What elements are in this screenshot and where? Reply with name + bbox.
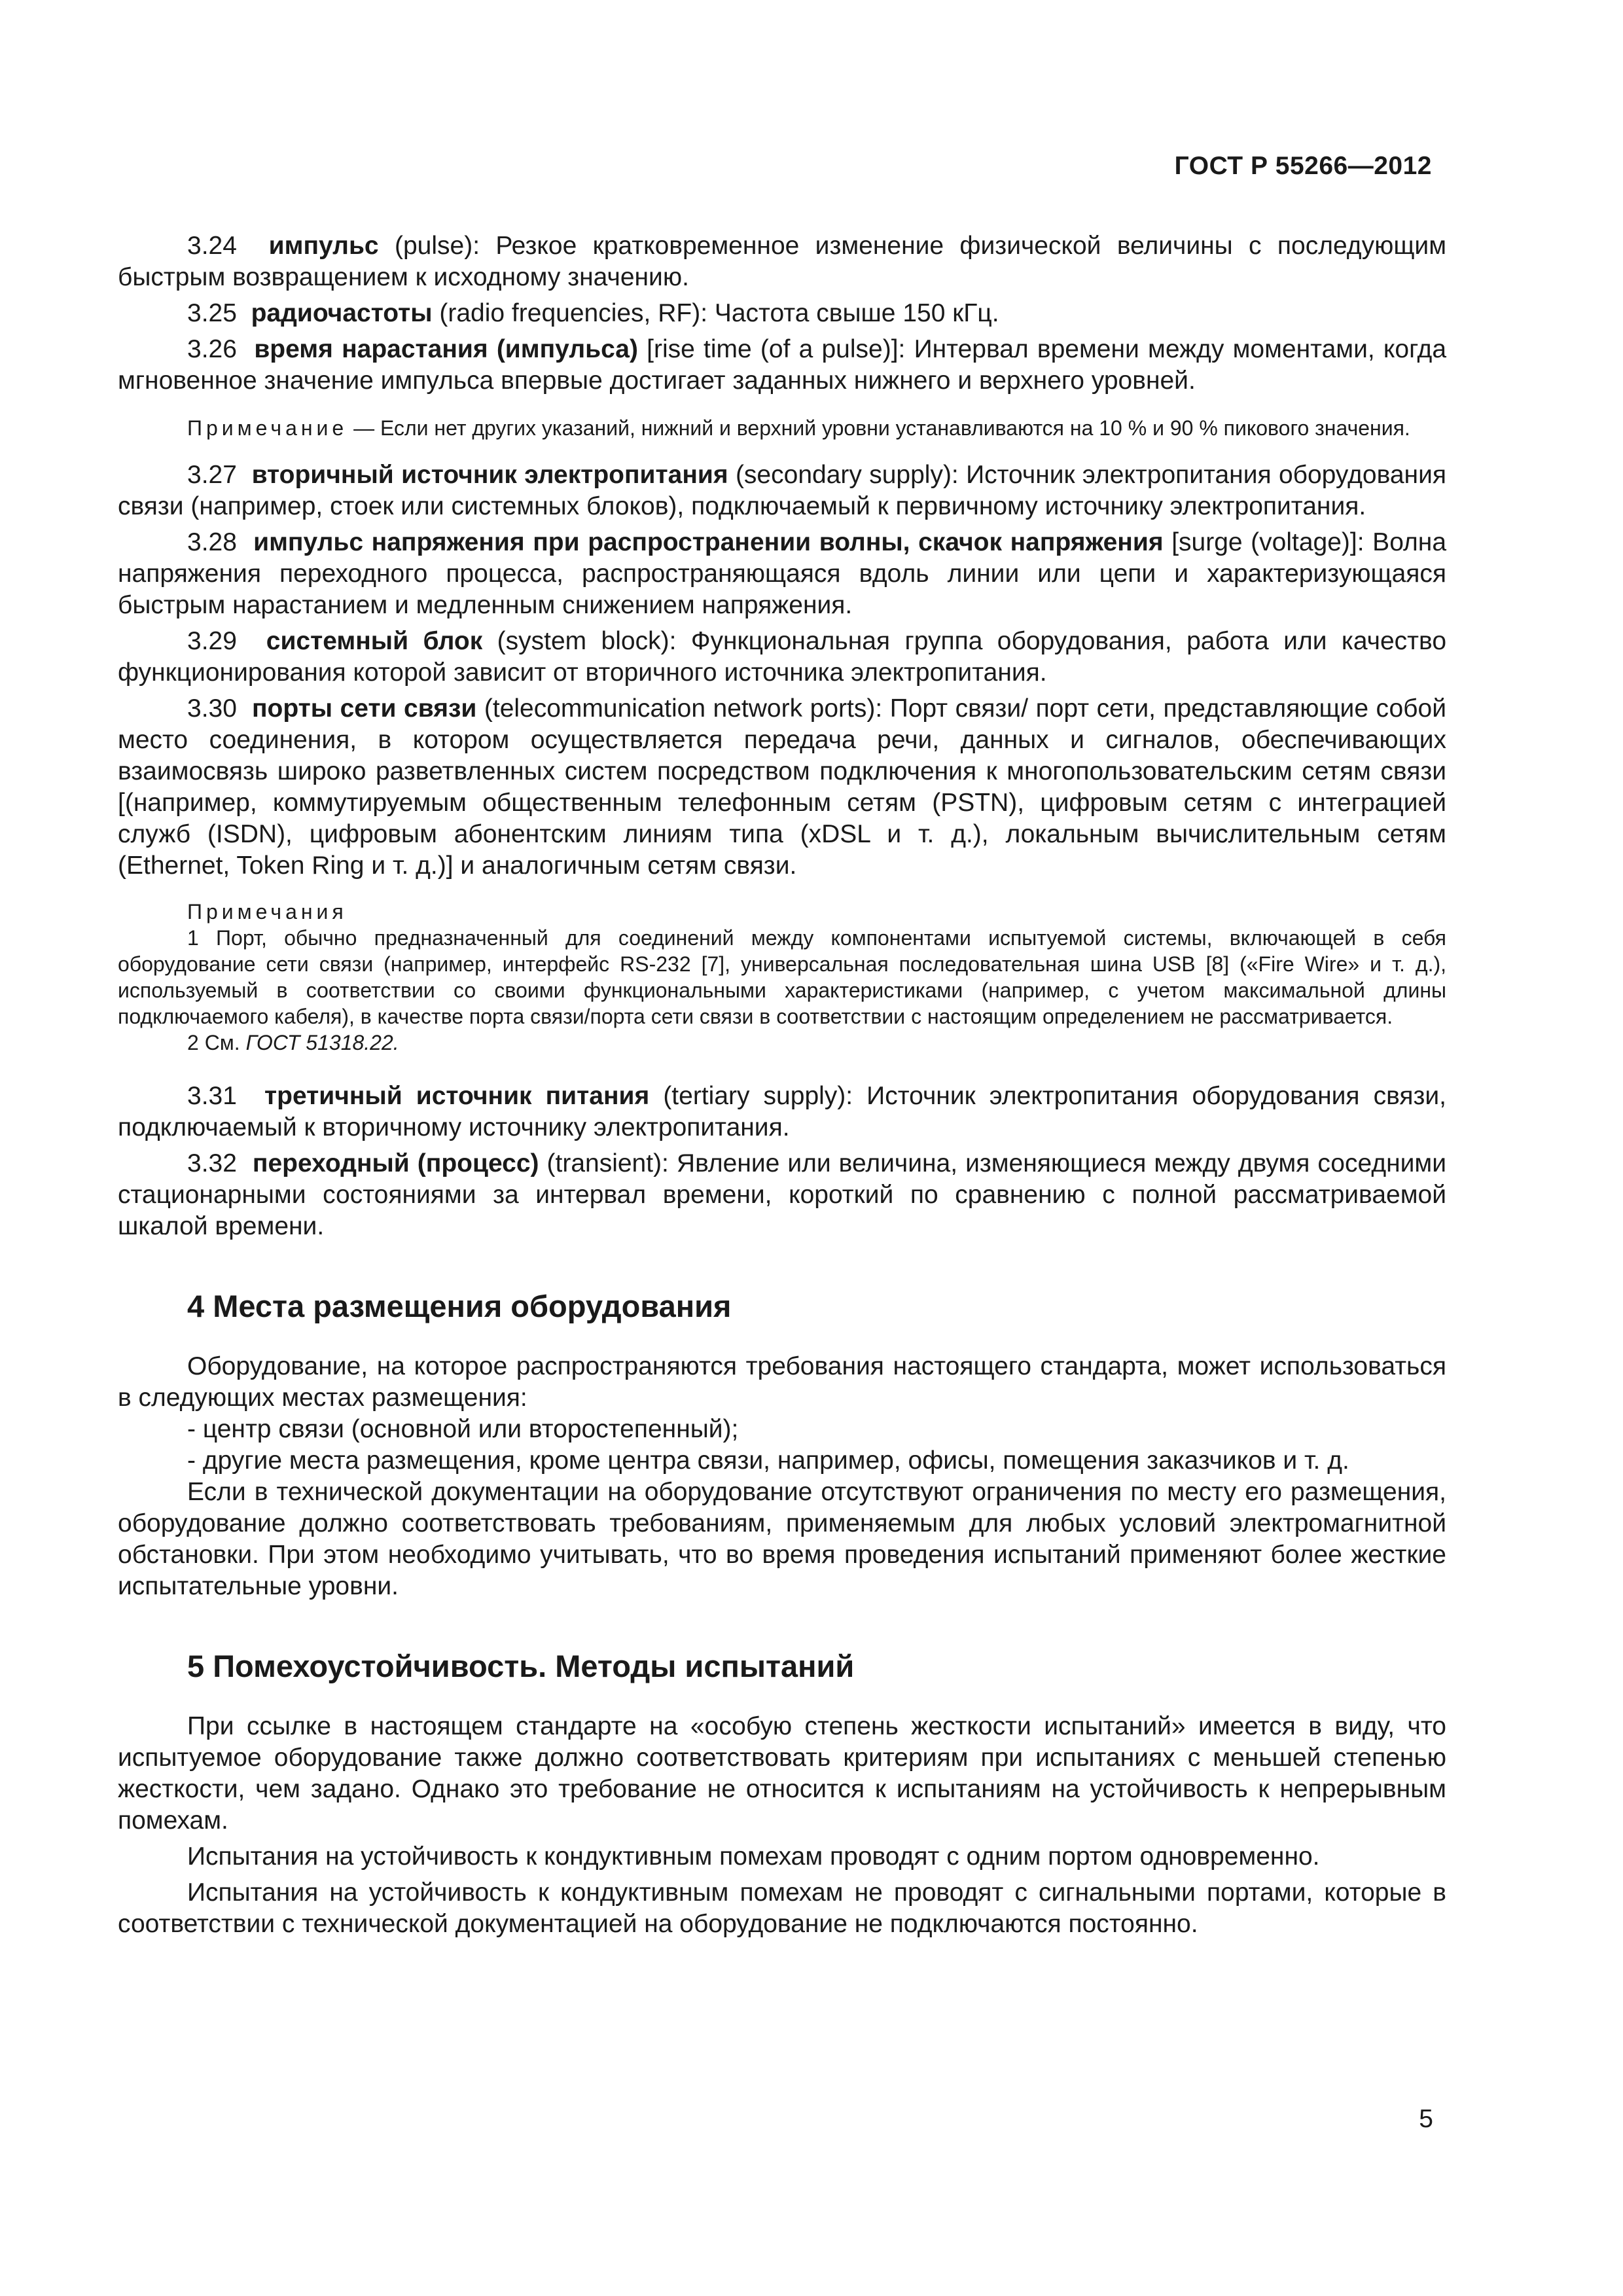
definition-text: (tertiary supply): Источник электропитания оборудования связи, подключаемый к вторичному источнику электропитания. <box>118 1082 1447 1141</box>
definition-3-24 <box>118 230 1446 293</box>
definition-3-31 <box>118 1081 1446 1143</box>
term: вторичный источник электропитания <box>251 461 728 489</box>
definition-text: (telecommunication network ports): Порт связи/ порт сети, представляющие собой место соединения, в котором осуществляется передача речи, данных и сигналов, обеспечивающих взаимосвязь широко разветвленных систем посредством подключения к многопользовательским сетям связи [(например, коммутируемым общественным телефонным сетям (PSTN), цифровым сетям с интеграцией служб (ISDN), цифровым абонентским линиям типа (xDSL и т. д.), локальным вычислительным сетям (Ethernet, Token Ring и т. д.)] и аналогичным сетям связи. <box>118 694 1446 880</box>
term: радиочастоты <box>251 299 433 327</box>
list-item: - другие места размещения, кроме центра связи, например, офисы, помещения заказчиков и т. д. <box>187 1446 1349 1475</box>
definition-text: [surge (voltage)]: Волна напряжения переходного процесса, распространяющаяся вдоль линии или цепи и характеризующаяся быстрым нарастанием и медленным снижением напряжения. <box>118 528 1447 619</box>
definition-3-28 <box>118 527 1446 621</box>
list-item: - центр связи (основной или второстепенный); <box>187 1415 739 1443</box>
clause-number: 3.31 <box>187 1082 237 1110</box>
term: порты сети связи <box>251 694 477 723</box>
clause-number: 3.28 <box>187 528 237 556</box>
clause-number: 3.24 <box>187 232 237 260</box>
section-5-heading: 5 Помехоустойчивость. Методы испытаний <box>187 1649 855 1683</box>
definition-text: (secondary supply): Источник электропитания оборудования связи (например, стоек или системных блоков), подключаемый к первичному источнику электропитания. <box>118 461 1446 520</box>
section-5-paragraph-1: При ссылке в настоящем стандарте на «особую степень жесткости испытаний» имеется в виду, что испытуемое оборудование также должно соответствовать критериям при испытаниях с меньшей степенью жесткости, чем задано. Однако это требование не относится к испытаниям на устойчивость к непрерывным помехам. <box>118 1712 1446 1835</box>
clause-number: 3.25 <box>187 299 237 327</box>
definition-3-29 <box>118 626 1446 689</box>
definition-3-25 <box>118 298 1446 329</box>
term: импульс напряжения при распространении волны, скачок напряжения <box>253 528 1164 556</box>
section-4-heading: 4 Места размещения оборудования <box>187 1289 732 1323</box>
clause-number: 3.29 <box>187 627 237 655</box>
definition-3-27 <box>118 459 1446 522</box>
note-item-2 <box>118 1030 1446 1056</box>
section-4-paragraph-1: Оборудование, на которое распространяются требования настоящего стандарта, может использоваться в следующих местах размещения: <box>118 1352 1446 1412</box>
clause-number: 3.32 <box>187 1149 237 1177</box>
clause-number: 3.30 <box>187 694 237 723</box>
definition-text: (radio frequencies, RF): Частота свыше 150 кГц. <box>432 299 999 327</box>
note-label: Примечание <box>187 416 348 440</box>
term: переходный (процесс) <box>252 1149 539 1177</box>
section-5-paragraph-2: Испытания на устойчивость к кондуктивным помехам проводят с одним портом одновременно. <box>187 1842 1320 1871</box>
note-text: — Если нет других указаний, нижний и верхний уровни устанавливаются на 10 % и 90 % пикового значения. <box>348 416 1410 440</box>
term: третичный источник питания <box>264 1082 650 1110</box>
page-number: 5 <box>1419 2105 1433 2133</box>
clause-number: 3.27 <box>187 461 237 489</box>
term: время нарастания (импульса) <box>254 335 638 363</box>
definition-text: (system block): Функциональная группа оборудования, работа или качество функционирования которой зависит от вторичного источника электропитания. <box>118 627 1447 687</box>
standard-reference: ГОСТ 51318.22. <box>245 1031 399 1054</box>
definition-3-32 <box>118 1148 1446 1242</box>
note-3-26 <box>118 415 1446 441</box>
definition-text: (transient): Явление или величина, изменяющиеся между двумя соседними стационарными состояниями за интервал времени, короткий по сравнению с полной рассматриваемой шкалой времени. <box>118 1149 1446 1240</box>
document-body <box>118 230 1446 1940</box>
document-header: ГОСТ Р 55266—2012 <box>1174 152 1432 180</box>
term: системный блок <box>266 627 483 655</box>
note-item-1: 1 Порт, обычно предназначенный для соединений между компонентами испытуемой системы, включающей в себя оборудование сети связи (например, интерфейс RS-232 [7], универсальная последовательная шина USB [8] («Fire Wire» и т. д.), используемый в соответствии со своими функциональными характеристиками (например, с учетом максимальной длины подключаемого кабеля), в качестве порта связи/порта сети связи в соответствии с настоящим определением не рассматривается. <box>118 926 1446 1028</box>
notes-3-30 <box>118 899 1446 1056</box>
note-item-2-prefix: 2 См. <box>187 1031 246 1054</box>
section-4-paragraph-2: Если в технической документации на оборудование отсутствуют ограничения по месту его размещения, оборудование должно соответствовать требованиям, применяемым для любых условий электромагнитной обстановки. При этом необходимо учитывать, что во время проведения испытаний применяют более жесткие испытательные уровни. <box>118 1478 1446 1600</box>
section-5-paragraph-3: Испытания на устойчивость к кондуктивным помехам не проводят с сигнальными портами, которые в соответствии с технической документацией на оборудование не подключаются постоянно. <box>118 1878 1446 1938</box>
term: импульс <box>268 232 379 260</box>
definition-text: [rise time (of a pulse)]: Интервал времени между моментами, когда мгновенное значение импульса впервые достигает заданных нижнего и верхнего уровней. <box>118 335 1447 395</box>
notes-label: Примечания <box>187 900 348 924</box>
definition-3-30 <box>118 693 1446 882</box>
definition-text: (pulse): Резкое кратковременное изменение физической величины с последующим быстрым возвращением к исходному значению. <box>118 232 1447 291</box>
clause-number: 3.26 <box>187 335 237 363</box>
definition-3-26 <box>118 334 1446 397</box>
